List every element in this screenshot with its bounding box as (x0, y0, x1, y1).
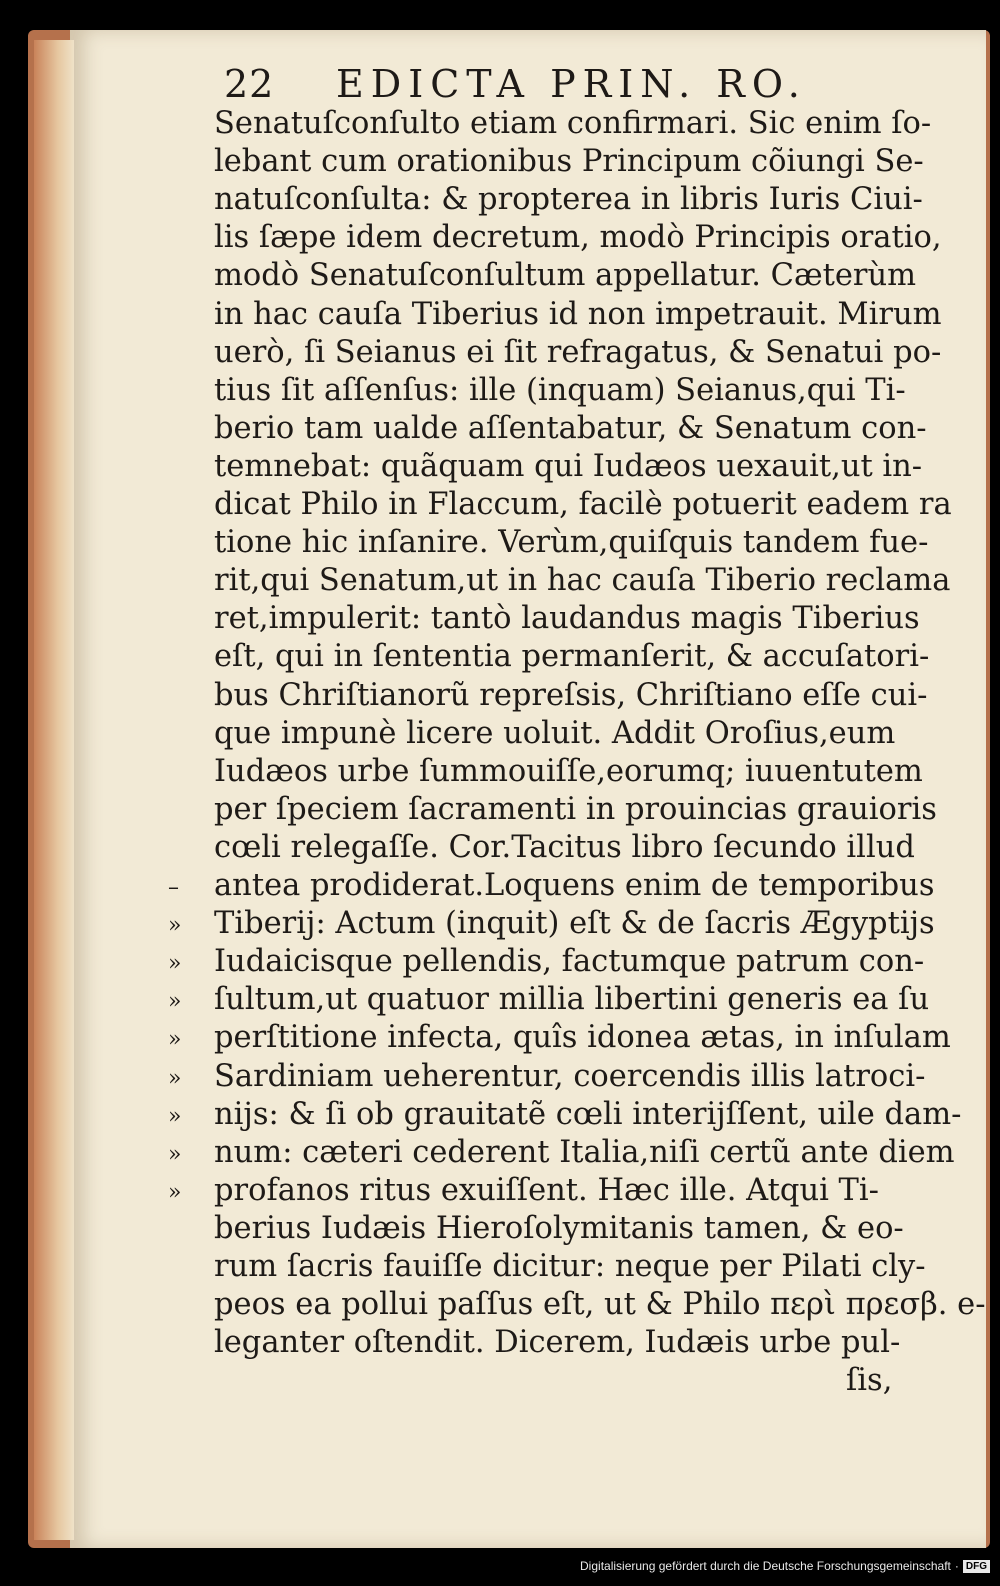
text-line: modò Senatuſconſultum appellatur. Cæterùm (214, 258, 917, 294)
text-line: Tiberij: Actum (inquit) eſt & de ſacris Ægyptijs (214, 906, 935, 942)
text-line: lebant cum orationibus Principum cõiungi Se- (214, 144, 924, 180)
text-line: temnebat: quãquam qui Iudæos uexauit,ut in- (214, 448, 923, 484)
credit-text: Digitalisierung gefördert durch die Deutsche Forschungsgemeinschaft (580, 1559, 951, 1573)
text-line: Iudæos urbe ſummouiſſe,eorumq; iuuentutem (214, 753, 923, 789)
quotation-marker: » (168, 951, 182, 977)
quotation-marker: » (168, 1065, 182, 1091)
text-line: Iudaicisque pellendis, factumque patrum con- (214, 944, 925, 980)
page-number: 22 (224, 62, 275, 106)
text-line: rum ſacris fauiſſe dicitur: neque per Pilati cly- (214, 1249, 926, 1284)
text-line: eſt, qui in ſententia permanſerit, & accuſatori- (214, 639, 930, 675)
footer-credit: Digitalisierung gefördert durch die Deutsche Forschungsgemeinschaft · DFG (580, 1556, 990, 1576)
text-line: rit,qui Senatum,ut in hac cauſa Tiberio reclama (214, 563, 951, 599)
quotation-marker: » (168, 1179, 182, 1205)
text-line: berius Iudæis Hieroſolymitanis tamen, & eo- (214, 1210, 904, 1246)
text-line: tione hic inſanire. Verùm,quiſquis tandem fue- (214, 525, 929, 561)
text-line: ſultum,ut quatuor millia libertini generis ea ſu (214, 982, 930, 1018)
running-header (224, 62, 904, 108)
quotation-marker: – (168, 875, 179, 900)
quotation-marker: » (168, 913, 182, 939)
text-line: nijs: & ſi ob grauitatẽ cœli interijſſent, uile dam- (214, 1096, 962, 1132)
text-line: perſtitione infecta, quîs idonea ætas, in inſulam (214, 1020, 951, 1056)
text-line: bus Chriſtianorũ repreſsis, Chriſtiano eſſe cui- (214, 677, 928, 713)
text-line: ret,impulerit: tantò laudandus magis Tiberius (214, 601, 920, 637)
quotation-marker: » (168, 1027, 182, 1053)
quotation-marker: » (168, 1103, 182, 1129)
dfg-logo: DFG (963, 1560, 990, 1573)
text-line: tius ſit aſſenſus: ille (inquam) Seianus,qui Ti- (214, 372, 906, 408)
text-line: ſis, (846, 1363, 893, 1399)
text-line: uerò, ſi Seianus ei ſit refragatus, & Senatui po- (214, 334, 942, 370)
text-line: leganter oſtendit. Dicerem, Iudæis urbe pul- (214, 1325, 901, 1361)
text-line: berio tam ualde aſſentabatur, & Senatum con- (214, 410, 927, 446)
quotation-marker: » (168, 1141, 182, 1167)
text-line: Senatuſconſulto etiam confirmari. Sic enim ſo- (214, 106, 932, 141)
text-line: natuſconſulta: & propterea in libris Iuris Ciui- (214, 182, 923, 218)
text-line: peos ea pollui paſſus eſt, ut & Philo περὶ πρεσβ. e- (214, 1287, 986, 1323)
text-line: antea prodiderat.Loquens enim de temporibus (214, 868, 935, 903)
text-line: lis ſæpe idem decretum, modò Principis oratio, (214, 220, 942, 256)
page-edge (34, 40, 74, 1540)
text-line: cœli relegaſſe. Cor.Tacitus libro ſecundo illud (214, 829, 915, 865)
text-line: profanos ritus exuiſſent. Hæc ille. Atqui Ti- (214, 1172, 879, 1208)
text-line: que impunè licere uoluit. Addit Oroſius,eum (214, 715, 896, 751)
text-line: dicat Philo in Flaccum, facilè potuerit eadem ra (214, 487, 952, 522)
running-title: EDICTA PRIN. RO. (336, 62, 807, 106)
text-line: Sardiniam ueherentur, coercendis illis latroci- (214, 1058, 926, 1094)
quotation-marker: » (168, 989, 182, 1015)
text-line: per ſpeciem ſacramenti in prouincias grauioris (214, 791, 937, 827)
text-line: in hac cauſa Tiberius id non impetrauit. Mirum (214, 296, 942, 332)
text-line: num: cæteri cederent Italia,niſi certũ ante diem (214, 1134, 955, 1170)
